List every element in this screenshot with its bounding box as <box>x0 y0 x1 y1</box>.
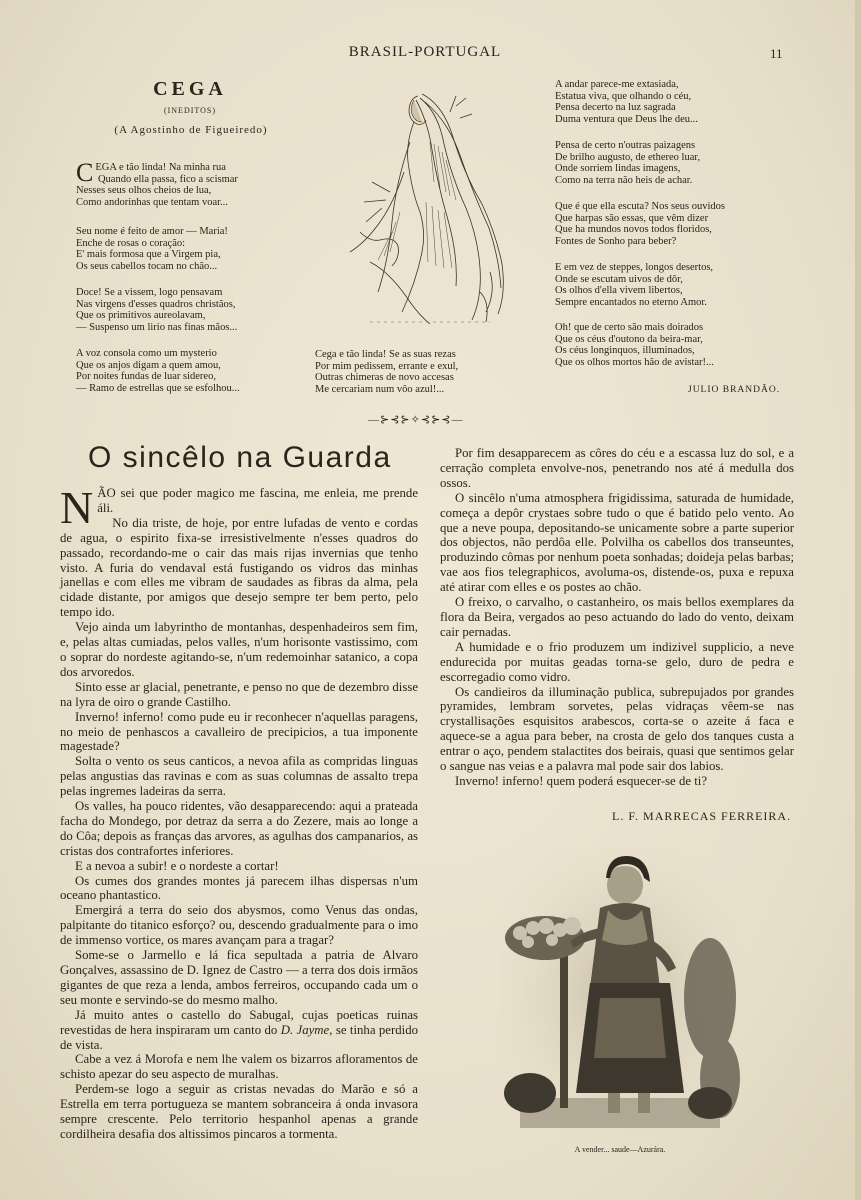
poem-stanza-3: Doce! Se a vissem, logo pensavam Nas virgens d'esses quadros christãos, Que os primitivos aureolavam, — Suspenso um lirio nas finas mãos... <box>76 287 238 333</box>
article-title: O sincêlo na Guarda <box>88 441 392 474</box>
article-p11-b: , se tinha perdido de vista. <box>60 1022 418 1052</box>
article-paragraph-4: Inverno! inferno! como pude eu ir reconhecer n'aquellas paragens, no meio de penhascos a cavalleiro de precipicios, a tua imponente magestade? <box>60 709 418 754</box>
poem-stanza-7: Pensa de certo n'outras paizagens De brilho augusto, de ethereo luar, Onde sorriem lindas imagens, Como na terra não heis de achar. <box>555 140 701 186</box>
article-paragraph-19: Inverno! inferno! quem poderá esquecer-se de ti? <box>455 773 708 788</box>
article-paragraph-7: E a nevoa a subir! e o nordeste a cortar! <box>75 858 279 873</box>
article-paragraph-6: Os valles, ha pouco ridentes, vão desapparecendo: aqui a prateada facha do Mondego, por detraz da serra a do Zezere, mais ao longe a do Côa; depois as franças das arvores, as agulhas dos campanarios, as cristas dos contrafortes inferiores. <box>60 799 418 858</box>
poem-title: CEGA <box>153 78 227 100</box>
article-paragraph-5: Solta o vento os seus canticos, a nevoa afila as compridas linguas pelas angustias das ravinas e com as suas columnas de assalto trepa pelas ingremes ladeiras da serra. <box>60 754 418 799</box>
poem-subtitle: (INEDITOS) <box>163 106 217 115</box>
article-paragraph-13: Perdem-se logo a seguir as cristas nevadas do Marão e só a Estrella em terra portugueza se mantem sobranceira á onda invasora sempre crescente. Pelo territorio hespanhol apenas a grande cordilheira desafia dos altissimos pincaros a tormenta. <box>60 1082 418 1141</box>
poem-stanza-4: A voz consola como um mysterio Que os anjos digam a quem amou, Por noites fundas de luar sidereo, — Ramo de estrellas que se esfolhou... <box>76 348 240 394</box>
article-p1-first: ÃO sei que poder magico me fascina, me enleia, me prende áli. <box>97 486 418 515</box>
article-p11-em: D. Jayme <box>280 1022 330 1037</box>
illustration-blind-girl <box>330 82 520 334</box>
article-paragraph-10: Some-se o Jarmello e lá fica sepultada a patria de Alvaro Gonçalves, assassino de D. Ignez de Castro — a terra dos dois irmãos gigantes de que reza a lenda, ambos ferreiros, occupando cada um o seu monte e servindo-se do mesmo malho. <box>60 948 418 1007</box>
article-signature: L. F. MARRECAS FERREIRA. <box>612 809 792 823</box>
article-paragraph-11 <box>60 1008 418 1053</box>
article-paragraph-15: O sincêlo n'uma atmosphera frigidissima, saturada de humidade, começa a depôr crystaes sobre tudo o que é batido pelo vento. Ao que a neve poupa, depositando-se unicamente sobre a parte superior dos objectos, não perdôa elle. Polvilha os cabellos dos transeuntes, produzindo cômas por nenhum poeta sonhadas; doideja pelas barbas; vae aos fios telegraphicos, avoluma-os, distende-os, puxa e repuxa até atirar com elles e os postes ao chão. <box>440 490 794 595</box>
poem-dropcap: C <box>76 158 94 187</box>
poem-author: JULIO BRANDÃO. <box>688 385 781 395</box>
page-edge <box>855 0 861 1200</box>
article-paragraph-2: Vejo ainda um labyrintho de montanhas, despenhadeiros sem fim, e, pelas altas cumiadas, pelos valles, n'um horisonte vastissimo, com o soprar do nordeste agitando-se, n'um redemoinhar satanico, a copa dos arvoredos. <box>60 620 418 679</box>
article-p11-a: Já muito antes o castello do Sabugal, cujas poeticas ruinas revestidas de hera inspiraram um canto do <box>60 1007 418 1037</box>
photo-caption: A vender... saude—Azurára. <box>574 1145 666 1154</box>
poem-stanza-5: Cega e tão linda! Se as suas rezas Por mim pedissem, errante e exul, Outras chimeras de novo accesas Me cercariam num vôo azul!... <box>315 349 459 395</box>
article-paragraph-17: A humidade e o frio produzem um indizivel supplicio, a neve endurecida por muitas geadas torna-se gelo, duro de pedra e escorregadio como vidro. <box>440 639 794 684</box>
page-header-title: BRASIL-PORTUGAL <box>348 44 502 60</box>
article-column-right <box>440 446 794 789</box>
article-paragraph-1 <box>60 482 418 620</box>
article-paragraph-16: O freixo, o carvalho, o castanheiro, os mais bellos exemplares da flora da Beira, vergados ao peso actuando do lado do vento, deixam cair pernadas. <box>440 595 794 639</box>
article-p1-rest: No dia triste, de hoje, por entre lufadas de vento e cordas de agua, o espirito fixa-se irresistivelmente n'esses quadros do passado, recordando-me o cair das mais rijas invernias que tenho visto. A furia do vendaval está fustigando os vidros das minhas janellas e com elles me vibram de saudades as fibras da alma, pela cidade distante, por amigos que desejo sempre ter bem perto, pelo tempo ido. <box>60 515 418 620</box>
article-paragraph-8: Os cumes dos grandes montes já parecem ilhas dispersas n'um oceano phantastico. <box>60 873 418 903</box>
poem-stanza-6: A andar parece-me extasiada, Estatua viva, que olhando o céu, Pensa decerto na luz sagrada Duma ventura que Deus lhe deu... <box>555 79 698 125</box>
section-divider-ornament: —⊱⊰⊱✧⊰⊱⊰— <box>368 414 464 426</box>
poem-dedication: (A Agostinho de Figueiredo) <box>114 124 268 136</box>
poem-stanza-1 <box>76 158 238 208</box>
article-paragraph-14: Por fim desapparecem as côres do céu e a escassa luz do sol, e a cerração completa envolve-nos, penetrando nos até á medulla dos ossos. <box>440 446 794 490</box>
poem-stanza-1-text: EGA e tão linda! Na minha rua Quando ella passa, fico a scismar Nesses seus olhos cheios de lua, Como andorinhas que tentam voar... <box>76 162 238 208</box>
article-paragraph-18: Os candieiros da illuminação publica, subrepujados por grandes pyramides, lembram sorvetes, pelas vidraças vêem-se nas crystallisações esquisitos arabescos, corta-se o azeite á faca e aquece-se a agua para beber, na crosta de gelo dos tanques custa a entrar o aço, pendem stalactites dos beirais, quasi que sentimos gelar o sangue nas veias e a palavra mal pode sair dos labios. <box>440 684 794 774</box>
article-paragraph-3: Sinto esse ar glacial, penetrante, e penso no que de dezembro disse na lyra de oiro o grande Castilho. <box>60 679 418 709</box>
poem-stanza-10: Oh! que de certo são mais doirados Que os céus d'outono da beira-mar, Os céus longinquos, illuminados, Que os olhos mortos hão de avistar!... <box>555 322 714 368</box>
poem-stanza-2: Seu nome é feito de amor — Maria! Enche de rosas o coração: E' mais formosa que a Virgem pia, Os seus cabellos tocam no chão... <box>76 226 228 272</box>
article-paragraph-12: Cabe a vez á Morofa e nem lhe valem os bizarros afloramentos de schisto apezar do seu aspecto de muralhas. <box>60 1052 418 1082</box>
article-column-left <box>60 482 418 1142</box>
poem-stanza-9: E em vez de steppes, longos desertos, Onde se escutam uivos de dôr, Os olhos d'ella vivem libertos, Sempre encantados no eterno Amor. <box>555 262 714 308</box>
article-paragraph-9: Emergirá a terra do seio dos abysmos, como Venus das ondas, palpitante do titanico esforço? ou, descendo gradualmente para o imo de immenso vortice, os mares avançam para a tragar? <box>60 903 418 948</box>
poem-stanza-8: Que é que ella escuta? Nos seus ouvidos Que harpas são essas, que vêm dizer Que ha mundos novos todos floridos, Fontes de Sonho para beber? <box>555 201 725 247</box>
photo-woman-vendor <box>500 848 740 1138</box>
article-dropcap: N <box>60 482 94 533</box>
page-number: 11 <box>770 46 783 61</box>
